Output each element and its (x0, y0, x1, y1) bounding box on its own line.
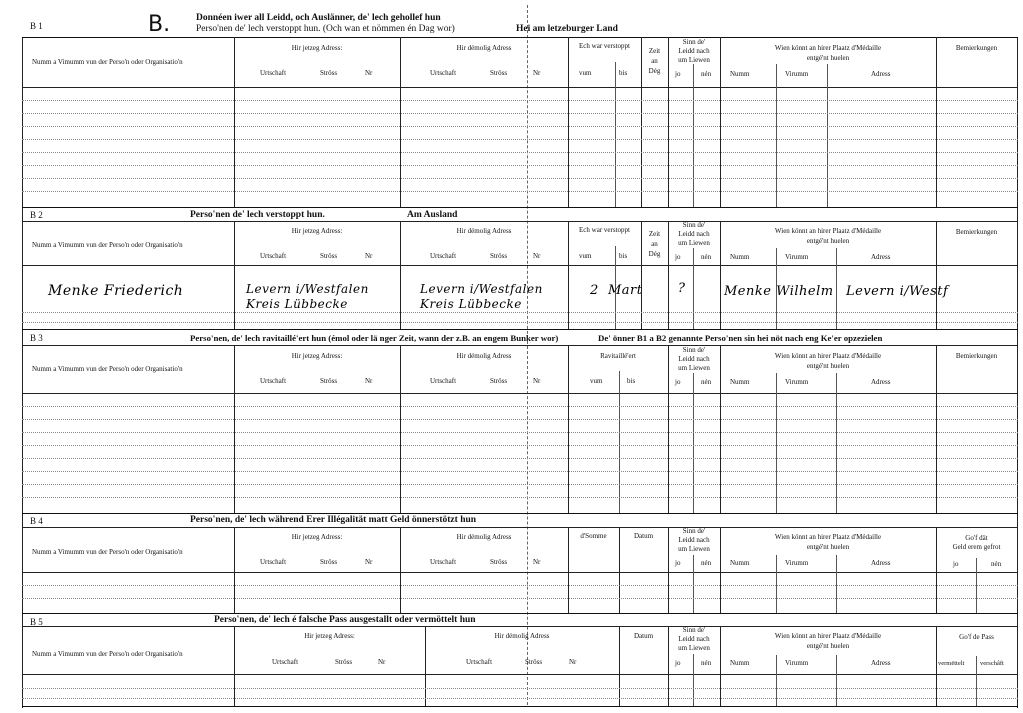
b3-row-line (22, 458, 1018, 459)
b2-zeit-deg: Dég (648, 250, 661, 258)
b5-jo: jo (675, 659, 681, 667)
b4-sinn-3: um Liewen (678, 545, 710, 553)
b2-current-addr-header: Hir jetzeg Adress: (291, 227, 343, 235)
b2-zeit: Zeit (648, 230, 661, 238)
b2-bemierkungen: Bemierkungen (955, 228, 998, 236)
b1-zeit-deg: Dég (648, 67, 661, 75)
b2-vum: vum (579, 252, 592, 260)
b2-virumm: Virumm (785, 253, 809, 261)
b5-name-col-header: Numm a Vimumm vun der Perso'n oder Organisatio'n (32, 650, 183, 658)
b1-sinn-1: Sinn de' (682, 38, 706, 46)
b2-urtschaft-1: Urtschaft (260, 252, 287, 260)
b2-urtschaft-2: Urtschaft (430, 252, 457, 260)
b1-urtschaft-1: Urtschaft (260, 69, 287, 77)
b3-col-div (619, 371, 620, 513)
b1-virumm: Virumm (785, 70, 809, 78)
b5-urtschaft-2: Urtschaft (466, 658, 493, 666)
b3-sinn-3: um Liewen (678, 364, 710, 372)
b3-row-line (22, 484, 1018, 485)
b2-entry-old-addr-2: Kreis Lübbecke (420, 297, 522, 311)
b1-name-col-header: Numm a Vimumm vun der Perso'n oder Organisatio'n (32, 58, 183, 66)
b3-sinn-2: Leidd nach (678, 355, 710, 363)
b4-col-div (836, 555, 837, 613)
b3-row-line (22, 406, 1018, 407)
b5-bottom-rule (22, 706, 1018, 707)
b4-top-rule (22, 513, 1018, 514)
b5-old-addr-header: Hir démolig Adress (494, 632, 550, 640)
section-b1-label: B 1 (30, 21, 43, 31)
b1-sinn-3: um Liewen (678, 56, 710, 64)
b2-zeit-an: an (651, 240, 658, 248)
b5-current-addr-header: Hir jetzeg Adress: (304, 632, 355, 640)
b2-nr-2: Nr (533, 252, 541, 260)
b1-row-line (22, 113, 1018, 114)
b2-sinn-2: Leidd nach (678, 230, 710, 238)
b2-col-div (693, 248, 694, 329)
b4-name-col-header: Numm a Vimumm vun der Perso'n oder Organisatio'n (32, 548, 183, 556)
b4-geld-jo: jo (953, 560, 959, 568)
b1-stross-1: Ströss (320, 69, 338, 77)
b1-row-line (22, 100, 1018, 101)
b2-top-rule (22, 207, 1018, 208)
section-b2-label: B 2 (30, 210, 43, 220)
b3-nr-1: Nr (365, 377, 373, 385)
b2-header-bottom (22, 265, 1018, 266)
b3-col-div (776, 373, 777, 513)
b3-col-div (836, 373, 837, 513)
b5-top-rule (22, 613, 1018, 614)
b3-nr-2: Nr (533, 377, 541, 385)
b3-row-line (22, 419, 1018, 420)
b2-sinn-3: um Liewen (678, 239, 710, 247)
b5-sinn-2: Leidd nach (678, 635, 710, 643)
b1-medal-2: entgé'nt huelen (806, 54, 850, 62)
b3-col-div (936, 345, 937, 513)
b1-vum: vum (579, 69, 592, 77)
b1-col-div (827, 64, 828, 207)
b4-adress: Adress (871, 559, 891, 567)
b3-ravitaillert: Ravitaillé'ert (600, 352, 636, 360)
b3-name-col-header: Numm a Vimumm vun der Perso'n oder Organisatio'n (32, 365, 183, 373)
b5-sinn-3: um Liewen (678, 644, 710, 652)
b4-urtschaft-2: Urtschaft (430, 558, 457, 566)
b1-col-div (693, 64, 694, 207)
b4-row-line (22, 585, 1018, 586)
b1-nr-1: Nr (365, 69, 373, 77)
b1-row-line (22, 178, 1018, 179)
b5-sinn-1: Sinn de' (682, 626, 706, 634)
b3-jo: jo (675, 378, 681, 386)
b1-title-line1: Donnéen iwer all Leidd, och Auslänner, de' lech gehollef hun (196, 13, 441, 23)
b3-medal-1: Wien könnt an hirer Plaatz d'Médaille (774, 352, 882, 360)
b2-sinn-1: Sinn de' (682, 221, 706, 229)
b4-header-top (22, 527, 1018, 528)
b4-virumm: Virumm (785, 559, 809, 567)
b1-col-div (615, 62, 616, 207)
b4-col-div (776, 555, 777, 613)
b4-stross-1: Ströss (320, 558, 338, 566)
b2-stross-1: Ströss (320, 252, 338, 260)
b5-row-line (22, 698, 1018, 699)
b4-row-line (22, 598, 1018, 599)
b2-entry-bis: Mart (608, 283, 643, 298)
b5-stross-1: Ströss (335, 658, 353, 666)
b4-urtschaft-1: Urtschaft (260, 558, 287, 566)
b2-entry-medal-addr: Levern i/Westf (846, 284, 949, 299)
b1-title-line2: Perso'nen de' lech verstoppt hun. (Och wan et nömmen én Dag wor) (196, 24, 455, 34)
b1-numm: Numm (730, 70, 750, 78)
b2-adress: Adress (871, 253, 891, 261)
b3-header-top (22, 345, 1018, 346)
b4-geld-nen: nén (991, 560, 1002, 568)
b3-row-line (22, 471, 1018, 472)
b4-numm: Numm (730, 559, 750, 567)
b2-entry-medal-name: Menke Wilhelm (724, 284, 834, 299)
b2-medal-2: entgé'nt huelen (806, 237, 850, 245)
b4-title: Perso'nen, de' lech während Erer Illégalität matt Geld önnerstötzt hun (190, 515, 477, 525)
b2-stross-2: Ströss (490, 252, 508, 260)
b2-entry-name: Menke Friederich (48, 283, 184, 299)
b2-entry-old-addr-1: Levern i/Westfalen (420, 282, 543, 296)
b2-medal-1: Wien könnt an hirer Plaatz d'Médaille (774, 227, 882, 235)
b5-datum: Datum (633, 632, 654, 640)
b3-urtschaft-2: Urtschaft (430, 377, 457, 385)
b1-col-div (776, 64, 777, 207)
b4-header-bottom (22, 572, 1018, 573)
b3-adress: Adress (871, 378, 891, 386)
b2-name-col-header: Numm a Vimumm vun der Perso'n oder Organisatio'n (32, 241, 183, 249)
b4-geld-1: Go'f dät (965, 534, 988, 542)
b3-numm: Numm (730, 378, 750, 386)
b5-nr-2: Nr (569, 658, 577, 666)
b3-col-div (234, 345, 235, 513)
b1-row-line (22, 191, 1018, 192)
b1-current-addr-header: Hir jetzeg Adress: (291, 44, 343, 52)
b2-row-line (22, 322, 1018, 323)
b1-old-addr-header: Hir démolig Adress (456, 44, 512, 52)
b3-row-line (22, 432, 1018, 433)
b4-sinn-1: Sinn de' (682, 527, 706, 535)
b1-medal-1: Wien könnt an hirer Plaatz d'Médaille (774, 44, 882, 52)
b3-vum: vum (590, 377, 603, 385)
b5-medal-2: entgé'nt huelen (806, 642, 850, 650)
b5-verschaft: verschâft (980, 660, 1004, 667)
b3-virumm: Virumm (785, 378, 809, 386)
b1-jo: jo (675, 70, 681, 78)
b1-row-line (22, 165, 1018, 166)
b4-geld-2: Geld erem gefrot (952, 543, 1001, 551)
section-b4-label: B 4 (30, 516, 43, 526)
section-b5-label: B 5 (30, 617, 43, 627)
b3-col-div (720, 345, 721, 513)
b4-nr-2: Nr (533, 558, 541, 566)
b1-row-line (22, 139, 1018, 140)
b3-urtschaft-1: Urtschaft (260, 377, 287, 385)
b1-col-div (400, 37, 401, 207)
b3-col-div (400, 345, 401, 513)
b4-old-addr-header: Hir démolig Adress (456, 533, 512, 541)
b2-header-top (22, 221, 1018, 222)
b2-bis: bis (619, 252, 628, 260)
b5-urtschaft-1: Urtschaft (272, 658, 299, 666)
b1-col-div (568, 37, 569, 207)
b3-stross-1: Ströss (320, 377, 338, 385)
b2-col-div (836, 248, 837, 329)
b5-virumm: Virumm (785, 659, 809, 667)
b2-numm: Numm (730, 253, 750, 261)
b1-col-div (234, 37, 235, 207)
b4-nr-1: Nr (365, 558, 373, 566)
b2-title-b: Am Ausland (407, 210, 458, 220)
b3-medal-2: entgé'nt huelen (806, 362, 850, 370)
b4-medal-1: Wien könnt an hirer Plaatz d'Médaille (774, 533, 882, 541)
b1-header-bottom (22, 87, 1018, 88)
b2-title: Perso'nen de' lech verstoppt hun. (190, 210, 325, 220)
b3-nen: nén (701, 378, 712, 386)
b4-somme: d'Somme (580, 532, 607, 540)
b1-zeit-an: an (651, 57, 658, 65)
b2-entry-alive: ? (678, 281, 686, 296)
b1-title-line2b: Hei am letzeburger Land (516, 24, 618, 34)
b1-nr-2: Nr (533, 69, 541, 77)
b5-numm: Numm (730, 659, 750, 667)
b5-pass: Go'f de Pass (959, 633, 994, 641)
b2-jo: jo (675, 253, 681, 261)
b3-sinn-1: Sinn de' (682, 346, 706, 354)
b3-row-line (22, 497, 1018, 498)
b5-row-line (22, 688, 1018, 689)
b1-row-line (22, 152, 1018, 153)
b1-top-rule (22, 37, 1018, 38)
b4-datum: Datum (633, 532, 654, 540)
b2-hidden-header: Ech war verstoppt (579, 226, 630, 234)
b1-hidden-header: Ech war verstoppt (579, 42, 630, 50)
b3-header-bottom (22, 393, 1018, 394)
b1-zeit: Zeit (648, 47, 661, 55)
b4-nen: nén (701, 559, 712, 567)
b5-stross-2: Ströss (525, 658, 543, 666)
b1-sinn-2: Leidd nach (678, 47, 710, 55)
b2-row-line (22, 312, 1018, 313)
b1-urtschaft-2: Urtschaft (430, 69, 457, 77)
b5-adress: Adress (871, 659, 891, 667)
b5-nr-1: Nr (378, 658, 386, 666)
b3-stross-2: Ströss (490, 377, 508, 385)
b2-old-addr-header: Hir démolig Adress (456, 227, 512, 235)
b3-bemierkungen: Bemierkungen (955, 352, 998, 360)
b4-jo: jo (675, 559, 681, 567)
b2-entry-current-addr-2: Kreis Lübbecke (246, 297, 348, 311)
b1-nen: nén (701, 70, 712, 78)
b3-bis: bis (627, 377, 636, 385)
b3-row-line (22, 445, 1018, 446)
b5-title: Perso'nen, de' lech é falsche Pass ausgestallt oder vermöttelt hun (214, 615, 476, 625)
b5-header-top (22, 626, 1018, 627)
b4-current-addr-header: Hir jetzeg Adress: (291, 533, 343, 541)
b3-title-b: De' önner B1 a B2 genannte Perso'nen sin hei nöt nach eng Ke'er opzezielen (598, 333, 883, 343)
b3-col-div (693, 373, 694, 513)
b3-col-div (568, 345, 569, 513)
b4-stross-2: Ströss (490, 558, 508, 566)
b2-nen: nén (701, 253, 712, 261)
b1-bis: bis (619, 69, 628, 77)
b3-top-rule (22, 329, 1018, 330)
b1-row-line (22, 126, 1018, 127)
b4-col-div (693, 555, 694, 613)
b3-title: Perso'nen, de' lech ravitaillé'ert hun (émol oder lä nger Zeit, wann der z.B. an engem Bunker wor) (190, 333, 559, 343)
big-b-letter: B. (148, 12, 171, 37)
b3-current-addr-header: Hir jetzeg Adress: (291, 352, 343, 360)
b5-vermettelt: vermëttelt (938, 660, 965, 667)
b5-medal-1: Wien könnt an hirer Plaatz d'Médaille (774, 632, 882, 640)
b4-medal-2: entgé'nt huelen (806, 543, 850, 551)
b1-col-div (936, 37, 937, 207)
b2-entry-vum: 2 (590, 283, 599, 298)
b1-col-div (720, 37, 721, 207)
b1-adress: Adress (871, 70, 891, 78)
b5-nen: nén (701, 659, 712, 667)
b4-sinn-2: Leidd nach (678, 536, 710, 544)
b3-old-addr-header: Hir démolig Adress (456, 352, 512, 360)
b1-bemierkungen: Bemierkungen (955, 44, 998, 52)
section-b3-label: B 3 (30, 333, 43, 343)
b1-stross-2: Ströss (490, 69, 508, 77)
b5-header-bottom (22, 674, 1018, 675)
b2-nr-1: Nr (365, 252, 373, 260)
b2-entry-current-addr-1: Levern i/Westfalen (246, 282, 369, 296)
